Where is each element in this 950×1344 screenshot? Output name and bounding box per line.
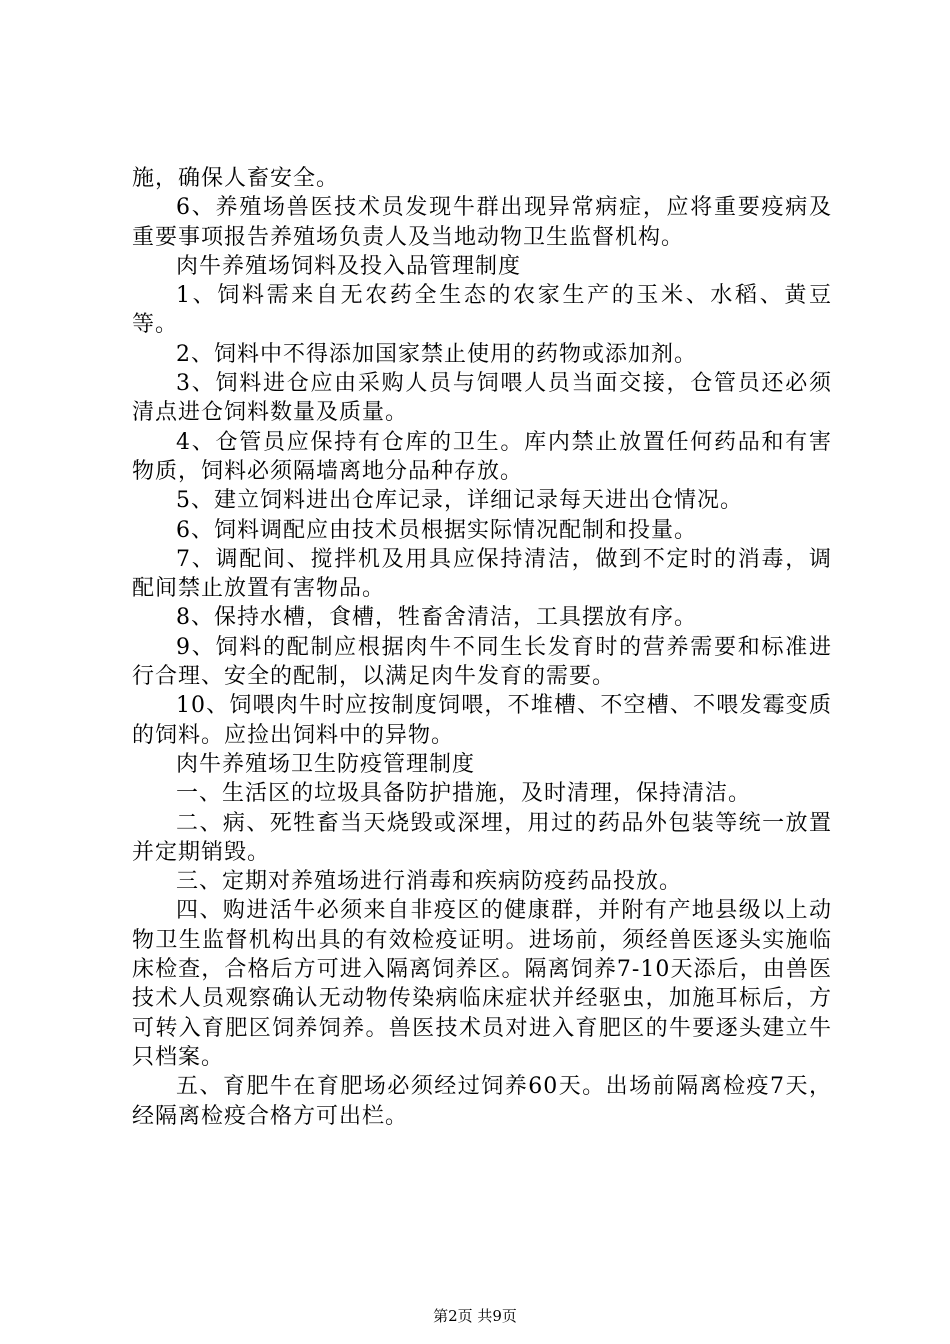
paragraph-continuation: 施，确保人畜安全。 xyxy=(132,166,340,191)
document-body xyxy=(132,164,832,1131)
paragraph-item: 5、建立饲料进出仓库记录，详细记录每天进出仓情况。 xyxy=(176,488,743,514)
paragraph-item: 二、病、死牲畜当天烧毁或深埋，用过的药品外包装等统一放置并定期销毁。 xyxy=(132,810,832,865)
paragraph-item: 8、保持水槽，食槽，牲畜舍清洁，工具摆放有序。 xyxy=(176,605,697,631)
paragraph-item: 3、饲料进仓应由采购人员与饲喂人员当面交接，仓管员还必须清点进仓饲料数量及质量。 xyxy=(132,371,832,426)
paragraph-item: 三、定期对养殖场进行消毒和疾病防疫药品投放。 xyxy=(176,869,683,895)
section-heading-hygiene-management: 肉牛养殖场卫生防疫管理制度 xyxy=(176,751,476,777)
paragraph-item: 五、育肥牛在育肥场必须经过饲养60天。出场前隔离检疫7天，经隔离检疫合格方可出栏。 xyxy=(132,1074,832,1129)
page-number-footer: 第2页 共9页 xyxy=(433,1307,517,1325)
paragraph-item: 7、调配间、搅拌机及用具应保持清洁，做到不定时的消毒，调配间禁止放置有害物品。 xyxy=(132,546,832,602)
paragraph-item: 9、饲料的配制应根据肉牛不同生长发育时的营养需要和标准进行合理、安全的配制，以满足肉牛发育的需要。 xyxy=(132,634,832,690)
paragraph-item: 1、饲料需来自无农药全生态的农家生产的玉米、水稻、黄豆等。 xyxy=(132,283,832,338)
paragraph-item: 四、购进活牛必须来自非疫区的健康群，并附有产地县级以上动物卫生监督机构出具的有效检疫证明。进场前，须经兽医逐头实施临床检查，合格后方可进入隔离饲养区。隔离饲养7-10天添后，由兽医技术人员观察确认无动物传染病临床症状并经驱虫，加施耳标后，方可转入育肥区饲养饲养。兽医技术员对进入育肥区的牛要逐头建立牛只档案。 xyxy=(132,898,832,1070)
paragraph-item: 2、饲料中不得添加国家禁止使用的药物或添加剂。 xyxy=(176,341,697,367)
paragraph-item: 6、饲料调配应由技术员根据实际情况配制和投量。 xyxy=(176,517,697,543)
paragraph-item: 6、养殖场兽医技术员发现牛群出现异常病症，应将重要疫病及重要事项报告养殖场负责人及当地动物卫生监督机构。 xyxy=(132,195,832,250)
paragraph-item: 4、仓管员应保持有仓库的卫生。库内禁止放置任何药品和有害物质，饲料必须隔墙离地分品种存放。 xyxy=(132,429,832,484)
paragraph-item: 一、生活区的垃圾具备防护措施，及时清理，保持清洁。 xyxy=(176,781,752,807)
paragraph-item: 10、饲喂肉牛时应按制度饲喂，不堆槽、不空槽、不喂发霉变质的饲料。应捡出饲料中的异物。 xyxy=(132,693,832,748)
section-heading-feed-management: 肉牛养殖场饲料及投入品管理制度 xyxy=(176,253,522,279)
